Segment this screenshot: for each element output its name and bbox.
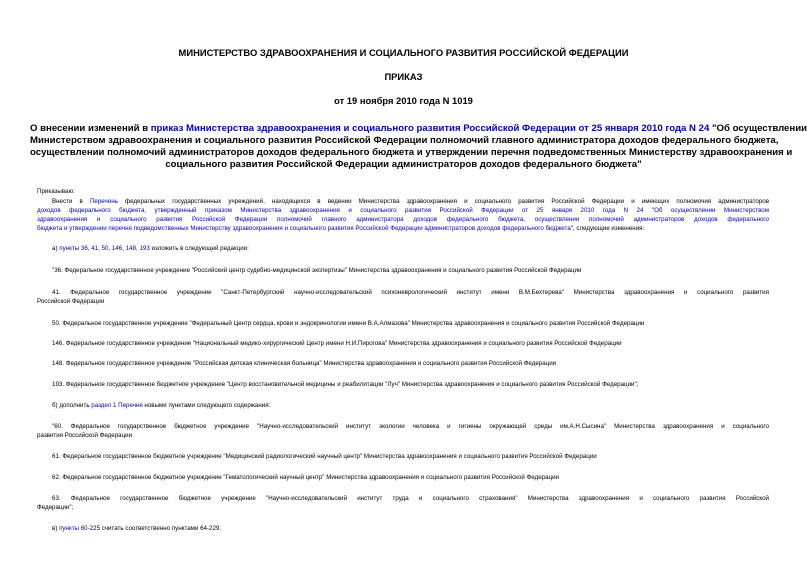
intro-paragraph [37, 197, 769, 233]
point-60-line: "60. Федеральное государственное бюджетное учреждение "Научно-исследовательский институт экологии человека и гигиены окружающей среды им.А.Н.Сысина" Министерства здравоохранения и социального [52, 423, 769, 430]
point-36: "36. Федеральное государственное учреждение "Российский центр судебно-медицинской экспертизы" Министерства здравоохранения и социального развития Российской Федерации [52, 267, 582, 274]
point-60 [37, 422, 769, 440]
title-text: О внесении изменений в [30, 123, 151, 134]
point-60-line: развития Российской Федерации [37, 432, 133, 439]
order-date: от 19 ноября 2010 года N 1019 [334, 95, 473, 106]
item-b-suffix: новыми пунктами следующего содержания: [142, 402, 271, 409]
intro-line [37, 215, 769, 224]
point-63-line: Федерации"; [37, 504, 74, 511]
item-c-prefix: в) [52, 525, 60, 532]
order-heading: ПРИКАЗ [384, 71, 423, 82]
item-a-link-50[interactable]: 50 [101, 245, 109, 252]
item-c-link-punkty[interactable]: пункты [59, 525, 79, 532]
intro-linked-text[interactable]: здравоохранения и социального развития Российской Федерации полномочий главного администратора доходов федерального бюджета, осуществлении полномочий администраторов доходов федерального [37, 216, 769, 223]
item-a-link-146[interactable]: 146 [111, 245, 123, 252]
point-63-line: 63. Федеральное государственное бюджетное учреждение "Научно-исследовательский институт труда и социального страхования" Министерства здравоохранения и социального развития Российской [52, 495, 769, 502]
document-title [30, 123, 807, 171]
item-a-link-148[interactable]: 148 [125, 245, 137, 252]
item-b-prefix: б) дополнить [52, 402, 92, 409]
point-148: 148. Федеральное государственное учреждение "Российская детская клиническая больница" Министерства здравоохранения и социального развития Российской Федерации [52, 360, 557, 367]
intro-line [37, 224, 769, 233]
item-c [37, 524, 784, 533]
item-a-link-36[interactable]: пункты 36 [59, 245, 88, 252]
item-c-suffix: -225 считать соответственно пунктами 64-229. [87, 525, 222, 532]
intro-text: ", следующие изменения: [570, 225, 645, 232]
point-41-line: 41. Федеральное государственное учреждение "Санкт-Петербургский научно-исследовательский психоневрологический институт имени В.М.Бехтерева" Министерства здравоохранения и социального развития [52, 289, 769, 296]
point-61: 61. Федеральное государственное бюджетное учреждение "Медицинский радиологический научный центр" Министерства здравоохранения и социального развития Российской Федерации [52, 453, 597, 460]
intro-text: Внести в [52, 198, 90, 205]
item-a-prefix: а) [52, 245, 60, 252]
ministry-header: МИНИСТЕРСТВО ЗДРАВООХРАНЕНИЯ И СОЦИАЛЬНОГО РАЗВИТИЯ РОССИЙСКОЙ ФЕДЕРАЦИИ [178, 47, 629, 58]
item-a: а) пункты 36, 41, 50, 146, 148, 193 изложить в следующей редакции: [52, 245, 249, 252]
intro-text: федеральных государственных учреждений, находящихся в ведении Министерства здравоохранения и социального развития Российской Федерации и имеющих полномочия администраторов [117, 198, 769, 205]
item-a-suffix: изложить в следующей редакции: [149, 245, 249, 252]
intro-line [37, 206, 769, 215]
item-b [37, 401, 784, 410]
intro-linked-text[interactable]: доходов федерального бюджета, утвержденный приказом Министерства здравоохранения и социального развития Российской Федерации от 25 января 2010 года N 24 "Об осуществлении Министерством [37, 207, 769, 214]
point-41 [37, 288, 769, 306]
title-text: "Об осуществлении [709, 123, 807, 134]
title-line-2: Министерством здравоохранения и социального развития Российской Федерации полномочий главного администратора доходов федерального бюджета, [30, 135, 779, 146]
title-line-1 [30, 123, 807, 135]
point-62: 62. Федеральное государственное бюджетное учреждение "Гематологический научный центр" Министерства здравоохранения и социального развития Российской Федерации [52, 474, 559, 481]
point-41-line: Российской Федерации [37, 298, 105, 305]
intro-line [37, 197, 769, 206]
razdel-link[interactable]: раздел 1 Перечня [91, 402, 143, 409]
point-193: 193. Федеральное государственное бюджетное учреждение "Центр восстановительной медицины и реабилитации "Луч" Министерства здравоохранения и социального развития Российской Федерации"; [52, 381, 639, 388]
point-50: 50. Федеральное государственное учреждение "Федеральный Центр сердца, крови и эндокринологии имени В.А.Алмазова" Министерства здравоохранения и социального развития Российской Федерации [52, 320, 645, 327]
order-word: Приказываю: [37, 188, 75, 195]
item-a-link-41[interactable]: 41 [91, 245, 99, 252]
point-146: 146. Федеральное государственное учреждение "Национальный медико-хирургический Центр имени Н.И.Пирогова" Министерства здравоохранения и социального развития Российской Федерации [52, 340, 622, 347]
title-line-3: осуществлении полномочий администраторов доходов федерального бюджета и утверждении перечня подведомственных Министерству здравоохранения и [30, 147, 793, 158]
item-a-link-193[interactable]: 193 [139, 245, 150, 252]
point-63 [37, 494, 769, 512]
item-c-link-60[interactable]: 60 [80, 525, 88, 532]
perechen-link[interactable]: Перечень [89, 198, 118, 205]
title-order-link[interactable]: приказ Министерства здравоохранения и социального развития Российской Федерации от 25 января 2010 года N 24 [150, 123, 710, 134]
title-line-4: социального развития Российской Федерации администраторов доходов федерального бюджета" [165, 159, 642, 170]
intro-linked-text[interactable]: бюджета и утверждении перечня подведомственных Министерству здравоохранения и социального развития Российской Федерации администраторов доходов федерального бюджета [37, 225, 571, 232]
